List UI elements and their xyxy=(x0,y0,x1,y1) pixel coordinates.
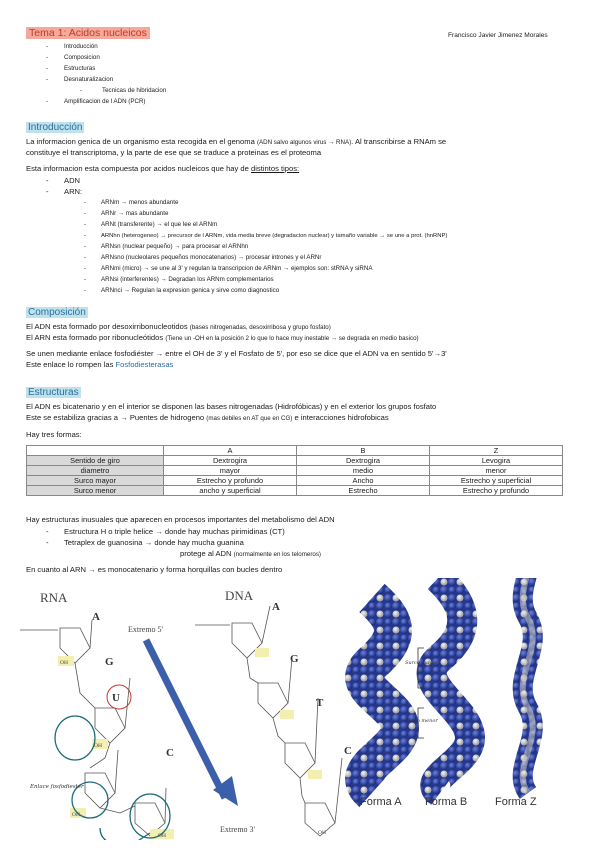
helix-form-b xyxy=(432,578,470,793)
handnote-enlace: Enlace fosfodiester xyxy=(30,784,84,790)
unusual-structure-item: Tetraplex de guanosina → donde hay mucha guanina xyxy=(64,538,244,547)
arn-item: ARNsi (interferentes) → Degradan los ARNm complementarios xyxy=(101,276,274,283)
base-label: A xyxy=(92,611,100,623)
estructuras-line-3: Hay tres formas: xyxy=(26,430,82,439)
extremo5-label: Extremo 5' xyxy=(128,625,163,634)
table-header-cell: A xyxy=(164,446,297,456)
oh-label: OH xyxy=(72,812,80,818)
nucleic-acid-figure xyxy=(0,578,600,840)
author-name: Francisco Javier Jimenez Morales xyxy=(448,32,548,39)
arn-item: ARNt (transferente) → el que lee el ARNm xyxy=(101,221,218,228)
unusual-structure-note: protege al ADN (normalmente en los telomeros) xyxy=(180,549,321,558)
base-label: T xyxy=(316,697,324,709)
extremo3-label: Extremo 3' xyxy=(220,825,255,834)
helix-form-z xyxy=(523,578,533,793)
toc-item[interactable]: Desnaturalizacion xyxy=(64,76,114,83)
oh-label: OH xyxy=(94,743,102,749)
estructuras-line-4: Hay estructuras inusuales que aparecen en procesos importantes del metabolismo del ADN xyxy=(26,515,335,524)
highlight-h xyxy=(280,710,294,719)
intro-paragraph-1: La informacion genica de un organismo esta recogida en el genoma (ADN salvo algunos virus → RNA). Al transcribirse a RNAm se xyxy=(26,137,447,146)
dna-label: DNA xyxy=(225,588,254,603)
dna-backbone xyxy=(195,606,342,836)
estructuras-line-2: Este se estabiliza gracias a → Puentes de hidrogeno (mas debiles en AT que en CG) e interacciones hidrofobicas xyxy=(26,413,389,422)
oh-label: OH xyxy=(60,660,68,666)
composicion-line-1: El ADN esta formado por desoxirribonucleotidos (bases nitrogenadas, desoxirribosa y grupo fosfato) xyxy=(26,322,331,331)
highlight-h xyxy=(308,770,322,779)
phosphodiester-circle xyxy=(55,716,95,760)
base-label: C xyxy=(344,745,352,757)
intro-paragraph-1-cont: constituye el transcriptoma, y la parte de ese que se traduce a proteinas es el proteoma xyxy=(26,148,322,157)
unusual-structure-item: Estructura H o triple helice → donde hay muchas pirimidinas (CT) xyxy=(64,527,285,536)
fosfodiesterasas-link[interactable]: Fosfodiesterasas xyxy=(115,360,174,369)
caption-forma-b: Forma B xyxy=(425,796,468,808)
type-arn: ARN: xyxy=(64,187,83,196)
section-heading-introduccion: Introducción xyxy=(28,122,83,133)
table-row: Surco menor ancho y superficial Estrecho Estrecho y profundo xyxy=(27,486,563,496)
base-label: G xyxy=(290,653,299,665)
toc-item[interactable]: Estructuras xyxy=(64,65,96,72)
table-header-cell: B xyxy=(297,446,430,456)
arn-item: ARNr → mas abundante xyxy=(101,210,169,217)
handnote-surco-mayor: Surco mayor xyxy=(405,660,438,666)
toc-item[interactable]: Introducción xyxy=(64,43,98,50)
direction-arrow xyxy=(146,640,225,798)
handnote-surco-menor: Surco menor xyxy=(405,718,438,724)
rna-label: RNA xyxy=(40,590,68,605)
arn-item: ARNm → menos abundante xyxy=(101,199,179,206)
arn-item: ARNhn (heterogeneo) → precursor de l ARNm, vida media breve (degradacion nuclear) y tamaño variable → se une a prot. (hnRNP) xyxy=(101,233,448,239)
base-label: G xyxy=(105,656,114,668)
arn-item: ARNsn (nuclear pequeño) → para procesar el ARNhn xyxy=(101,243,249,250)
base-label: C xyxy=(166,747,174,759)
oh-label: OH xyxy=(158,833,166,839)
composicion-line-2: El ARN esta formado por ribonucleótidos (Tiene un -OH en la posición 2 lo que lo hace muy inestable → se degrada en medio basico) xyxy=(26,333,419,342)
caption-forma-a: Forma A xyxy=(360,796,402,808)
toc-subitem[interactable]: Tecnicas de hibridacion xyxy=(102,87,167,94)
table-row: Sentido de giro Dextrogira Dextrogira Levogira xyxy=(27,456,563,466)
arn-item: ARNnci → Regulan la expresion genica y sirve como diagnostico xyxy=(101,287,280,294)
base-label: U xyxy=(112,692,120,704)
toc-item[interactable]: Amplificacion de l ADN (PCR) xyxy=(64,98,146,105)
table-row: diametro mayor medio menor xyxy=(27,466,563,476)
section-heading-estructuras: Estructuras xyxy=(28,387,79,398)
oh-label: OH xyxy=(318,830,326,836)
page-title: Tema 1: Acidos nucleicos xyxy=(26,27,150,39)
composicion-line-4: Este enlace lo rompen las Fosfodiesterasas xyxy=(26,360,174,369)
base-label: A xyxy=(272,601,280,613)
toc-item[interactable]: Composicion xyxy=(64,54,100,61)
highlight-h xyxy=(255,648,269,657)
intro-paragraph-2: Esta informacion esta compuesta por acidos nucleicos que hay de distintos tipos: xyxy=(26,164,300,173)
section-heading-composicion: Composición xyxy=(28,307,86,318)
dna-forms-table xyxy=(26,445,563,496)
type-adn: ADN xyxy=(64,176,81,185)
caption-forma-z: Forma Z xyxy=(495,796,537,808)
table-row: Surco mayor Estrecho y profundo Ancho Estrecho y superficial xyxy=(27,476,563,486)
arn-item: ARNsno (nucleolares pequeños monocatenarios) → procesar intrones y el ARNr xyxy=(101,254,322,261)
composicion-line-3: Se unen mediante enlace fosfodiéster → entre el OH de 3' y el Fosfato de 5', por eso se dice que el ADN va en sentido 5'→3' xyxy=(26,349,447,358)
table-header-row xyxy=(27,446,563,456)
table-header-cell: Z xyxy=(430,446,563,456)
helix-form-a xyxy=(364,598,400,793)
estructuras-line-1: El ADN es bicatenario y en el interior se disponen las bases nitrogenadas (Hidrofóbicas) y en el exterior los grupos fosfato xyxy=(26,402,437,411)
estructuras-line-6: En cuanto al ARN → es monocatenario y forma horquillas con bucles dentro xyxy=(26,565,283,574)
arn-item: ARNmi (micro) → se une al 3' y regulan la transcripcion de ARNm → ejemplos son: stRNA y siRNA xyxy=(101,265,373,272)
